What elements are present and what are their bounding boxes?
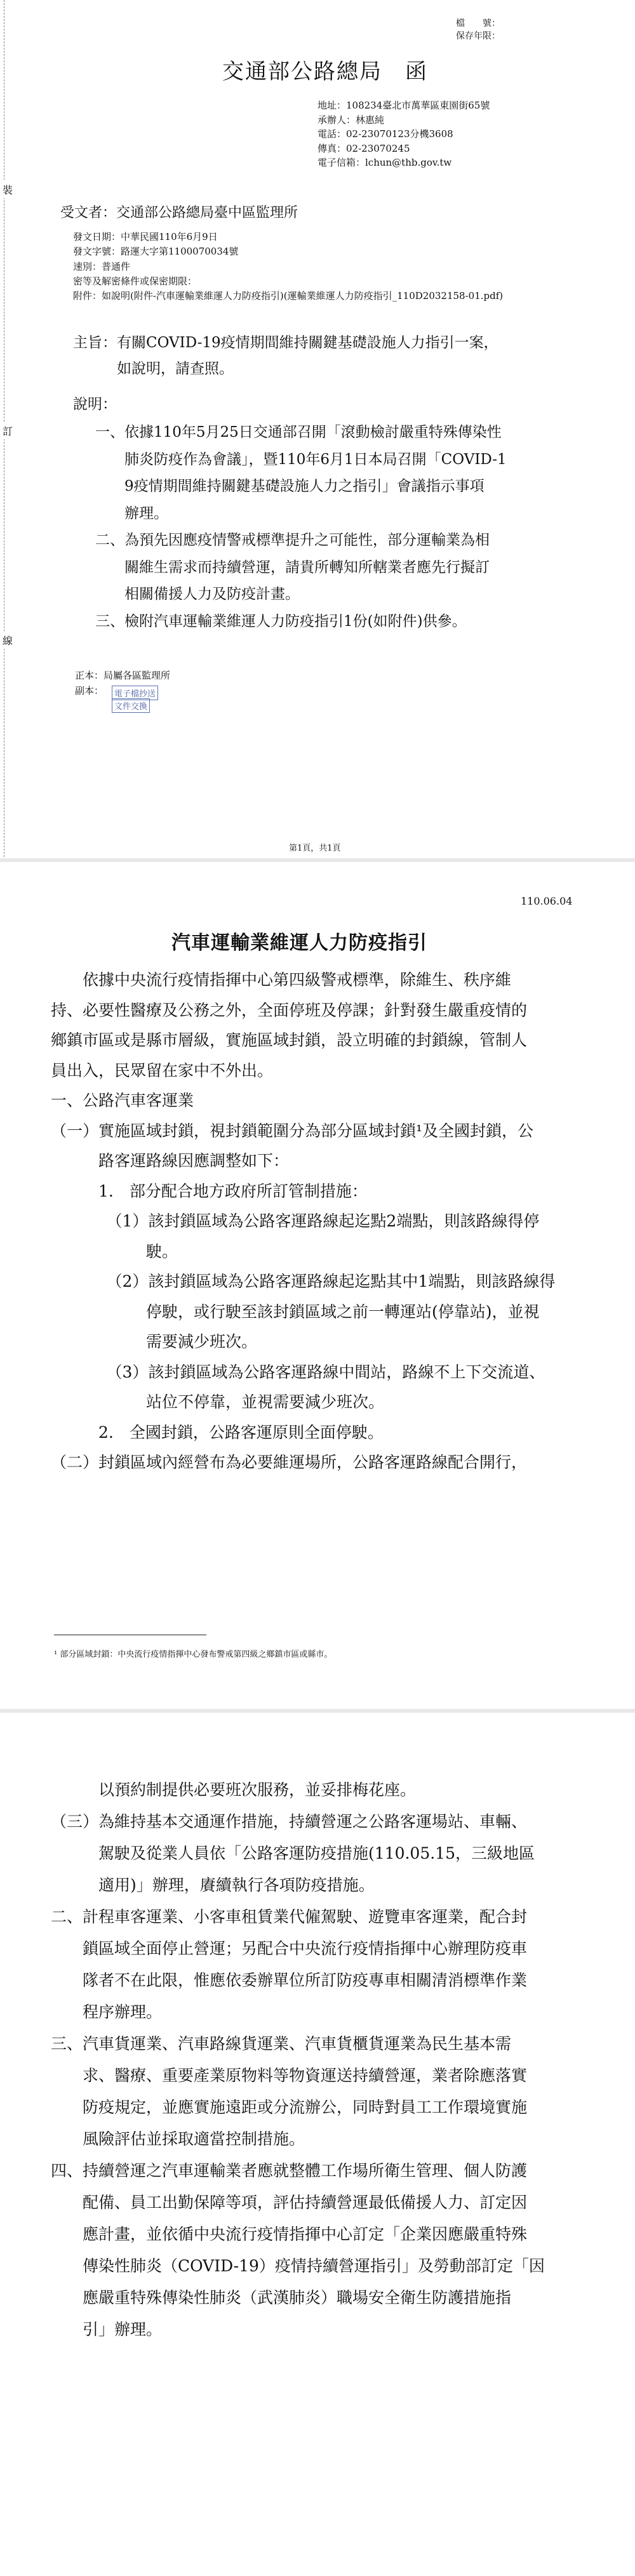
- paragraph-line: 應嚴重特殊傳染性肺炎（武漢肺炎）職場安全衛生防護措施指: [51, 2288, 512, 2307]
- binding-label: 訂: [3, 422, 13, 439]
- paragraph-line: 持、必要性醫療及公務之外，全面停班及停課；針對發生嚴重疫情的: [51, 1000, 528, 1019]
- recipient: 受文者：交通部公路總局臺中區監理所: [60, 205, 298, 221]
- paragraph-line: 需要減少班次。: [51, 1332, 258, 1351]
- issue-date: 發文日期：中華民國110年6月9日: [73, 231, 218, 242]
- paragraph-line: 求、醫療、重要產業原物料等物資運送持續營運，業者除應落實: [51, 2066, 528, 2085]
- subject-line: 如說明，請查照。: [73, 361, 234, 378]
- document-meta: [73, 230, 505, 303]
- official-letter-page: [0, 0, 635, 860]
- paragraph-line: 四、持續營運之汽車運輸業者應就整體工作場所衛生管理、個人防護: [51, 2161, 528, 2180]
- item-line: 辦理。: [95, 505, 168, 522]
- guideline-body: [51, 965, 555, 1478]
- paragraph-line: 鄉鎮市區或是縣市層級，實施區域封鎖，設立明確的封鎖線，管制人: [51, 1031, 528, 1049]
- explanation-heading: 說明：: [73, 396, 117, 413]
- contact-phone: 電話：02-23070123分機3608: [318, 128, 453, 140]
- guideline-page-2: [0, 1711, 635, 2576]
- paragraph-line: 二、計程車客運業、小客車租賃業代僱駕駛、遊覽車客運業，配合封: [51, 1908, 528, 1926]
- paragraph-line: 應計畫，並依循中央流行疫情指揮中心訂定「企業因應嚴重特殊: [51, 2225, 528, 2243]
- paragraph-line: 依據中央流行疫情指揮中心第四級警戒標準，除維生、秩序維: [51, 971, 512, 989]
- file-number-label: 檔 號：: [456, 18, 500, 29]
- item-line: 二、為預先因應疫情警戒標準提升之可能性，部分運輸業為相: [95, 532, 490, 549]
- contact-fax: 傳真：02-23070245: [318, 142, 410, 154]
- paragraph-line: 2. 全國封鎖，公路客運原則全面停駛。: [51, 1423, 384, 1442]
- paragraph-line: 三、汽車貨運業、汽車路線貨運業、汽車貨櫃貨運業為民生基本需: [51, 2035, 512, 2053]
- item-line: 一、依據110年5月25日交通部召開「滾動檢討嚴重特殊傳染性: [95, 424, 502, 441]
- paragraph-line: 路客運路線因應調整如下：: [51, 1152, 290, 1170]
- footnote: ¹ 部分區域封鎖：中央流行疫情指揮中心發布警戒第四級之鄉鎮市區或縣市。: [54, 1650, 333, 1659]
- paragraph-line: （三）為維持基本交通運作措施，持續營運之公路客運場站、車輛、: [51, 1812, 528, 1831]
- paragraph-line: 駕駛及從業人員依「公路客運防疫措施(110.05.15，三級地區: [51, 1844, 535, 1862]
- paragraph-line: 防疫規定，並應實施遠距或分流辦公，同時對員工工作環境實施: [51, 2098, 528, 2116]
- paragraph-line: 配備、員工出勤保障等項，評估持續營運最低備援人力、訂定因: [51, 2193, 528, 2212]
- subject: [73, 330, 498, 383]
- attachment: 附件：如說明(附件-汽車運輸業維運人力防疫指引)(運輸業維運人力防疫指引_110D2032158-01.pdf): [73, 290, 504, 302]
- contact-email: 電子信箱：lchun@thb.gov.tw: [318, 157, 452, 168]
- paragraph-line: 1. 部分配合地方政府所訂管制措施：: [51, 1181, 368, 1200]
- electronic-copy-stamp: 電子檔抄送: [112, 686, 158, 700]
- section-heading: 一、公路汽車客運業: [51, 1091, 194, 1110]
- confidentiality: 密等及解密條件或保密期限：: [73, 275, 197, 287]
- paragraph-line: 站位不停靠，並視需要減少班次。: [51, 1393, 385, 1411]
- item-line: 9疫情期間維持關鍵基礎設施人力之指引」會議指示事項: [95, 478, 485, 495]
- document-exchange-stamp: 文件交換: [112, 698, 150, 713]
- item-line: 相關備援人力及防疫計畫。: [95, 586, 300, 603]
- paragraph-line: 程序辦理。: [51, 2003, 163, 2021]
- original-copy: 正本：局屬各區監理所: [75, 670, 171, 681]
- explanation-items: [95, 419, 507, 635]
- paragraph-line: （二）封鎖區域內經營布為必要維運場所，公路客運路線配合開行，: [51, 1453, 528, 1471]
- item-line: 三、檢附汽車運輸業維運人力防疫指引1份(如附件)供參。: [95, 613, 467, 630]
- paragraph-line: 以預約制提供必要班次服務，並妥排梅花座。: [51, 1781, 417, 1799]
- guideline-date: 110.06.04: [521, 895, 573, 907]
- retention-label: 保存年限：: [456, 30, 500, 41]
- paragraph-line: 風險評估並採取適當控制措施。: [51, 2130, 305, 2148]
- paragraph-line: 駛。: [51, 1242, 178, 1261]
- paragraph-line: 員出入，民眾留在家中不外出。: [51, 1061, 274, 1080]
- guideline-body-continued: [51, 1774, 545, 2346]
- paragraph-line: （3）該封鎖區域為公路客運路線中間站，路線不上下交流道、: [51, 1362, 545, 1381]
- contact-block: [318, 98, 490, 170]
- binding-label: 線: [3, 632, 13, 649]
- subject-line: 主旨：有關COVID-19疫情期間維持關鍵基礎設施人力指引一案，: [73, 335, 498, 351]
- paragraph-line: 傳染性肺炎（COVID-19）疫情持續營運指引」及勞動部訂定「因: [51, 2257, 545, 2275]
- contact-address: 地址：108234臺北市萬華區東園街65號: [318, 100, 490, 111]
- paragraph-line: 鎖區域全面停止營運；另配合中央流行疫情指揮中心辦理防疫車: [51, 1939, 528, 1958]
- binding-label: 裝: [3, 181, 13, 198]
- paragraph-line: （一）實施區域封鎖，視封鎖範圍分為部分區域封鎖¹及全國封鎖，公: [51, 1121, 534, 1140]
- issue-number: 發文字號：路運大字第1100070034號: [73, 246, 239, 258]
- paragraph-line: （2）該封鎖區域為公路客運路線起迄點其中1端點，則該路線得: [51, 1272, 556, 1291]
- urgency: 速別：普通件: [73, 260, 131, 272]
- paragraph-line: 引」辦理。: [51, 2320, 163, 2339]
- file-number-box: [456, 18, 500, 43]
- guideline-title: 汽車運輸業維運人力防疫指引: [171, 932, 427, 954]
- agency-title: 交通部公路總局 函: [222, 59, 428, 84]
- item-line: 肺炎防疫作為會議」，暨110年6月1日本局召開「COVID-1: [95, 451, 507, 468]
- item-line: 關維生需求而持續營運，請貴所轉知所轄業者應先行擬訂: [95, 559, 490, 576]
- paragraph-line: 隊者不在此限，惟應依委辦單位所訂防疫專車相關清消標準作業: [51, 1971, 528, 1989]
- paragraph-line: 適用)」辦理，賡續執行各項防疫措施。: [51, 1876, 375, 1894]
- guideline-page-1: [0, 860, 635, 1711]
- paragraph-line: 停駛，或行駛至該封鎖區域之前一轉運站(停靠站)，並視: [51, 1302, 540, 1321]
- contact-handler: 承辦人：林惠純: [318, 114, 385, 126]
- paragraph-line: （1）該封鎖區域為公路客運路線起迄點2端點，則該路線得停: [51, 1212, 540, 1230]
- carbon-copy: 副本：: [75, 685, 104, 696]
- page-number: 第1頁，共1頁: [289, 844, 341, 853]
